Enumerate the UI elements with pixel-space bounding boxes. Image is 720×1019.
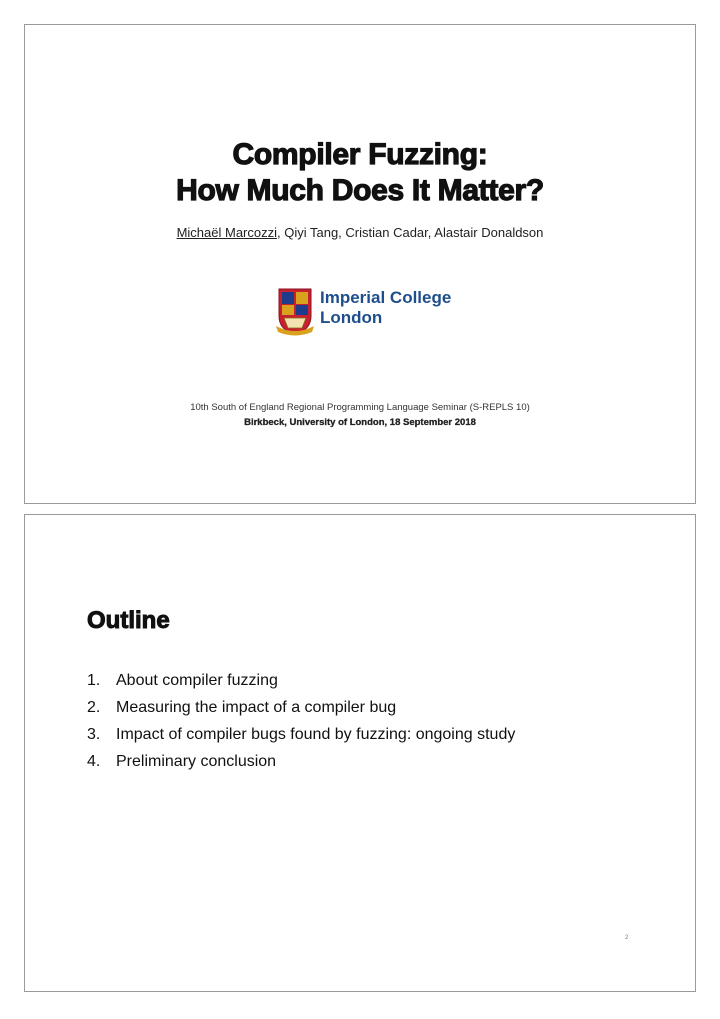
outline-slide [24, 514, 696, 992]
imperial-crest-icon [276, 286, 314, 336]
venue-date: Birkbeck, University of London, 18 September 2018 [244, 417, 476, 428]
page-number: 2 [625, 935, 629, 941]
logo-text [320, 288, 451, 328]
outline-heading: Outline [87, 607, 170, 634]
item-number: 2. [87, 699, 101, 716]
coauthor-names: , Qiyi Tang, Cristian Cadar, Alastair Donaldson [277, 225, 544, 240]
author-list [25, 225, 695, 240]
item-text: Impact of compiler bugs found by fuzzing: ongoing study [116, 726, 516, 743]
item-number: 4. [87, 753, 101, 770]
list-item [87, 748, 515, 775]
title-slide [24, 24, 696, 504]
list-item [87, 721, 515, 748]
item-text: About compiler fuzzing [116, 672, 278, 689]
logo-line-1: Imperial College [320, 288, 452, 307]
outline-list [87, 667, 515, 775]
imperial-college-logo [276, 286, 456, 336]
item-number: 3. [87, 726, 101, 743]
title-line-2: How Much Does It Matter? [176, 174, 544, 207]
list-item [87, 667, 515, 694]
presenter-name: Michaël Marcozzi [176, 225, 277, 240]
seminar-name: 10th South of England Regional Programming Language Seminar (S-REPLS 10) [190, 402, 530, 413]
item-text: Preliminary conclusion [116, 753, 277, 770]
list-item [87, 694, 515, 721]
item-text: Measuring the impact of a compiler bug [116, 699, 397, 716]
item-number: 1. [87, 672, 101, 689]
logo-line-2: London [320, 308, 383, 327]
title-line-1: Compiler Fuzzing: [232, 138, 488, 171]
